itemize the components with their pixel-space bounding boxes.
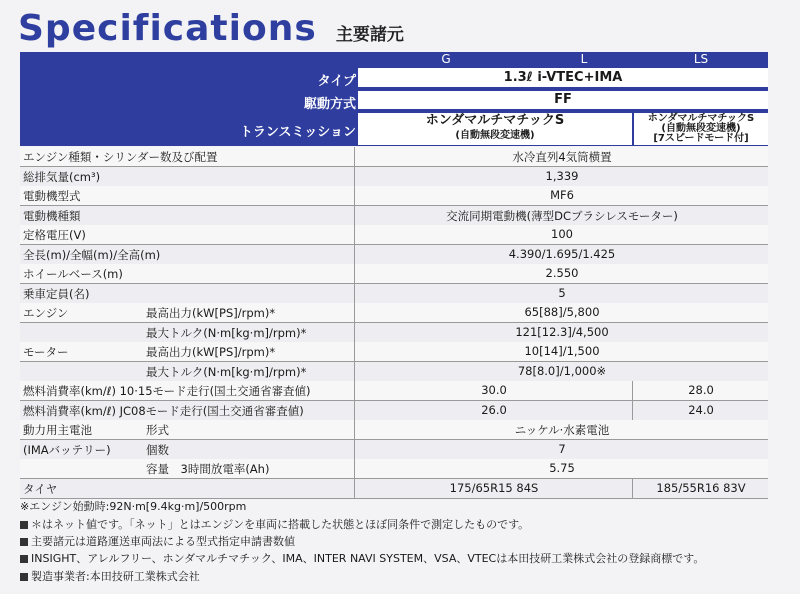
table-row (20, 225, 768, 245)
column-divider (354, 245, 355, 264)
row-label: 全長(m)/全幅(m)/全高(m) (23, 247, 161, 262)
trans-b-line2: (自動無段変速機) (661, 123, 741, 134)
row-sublabel: 最高出力(kW[PS]/rpm)* (146, 345, 276, 359)
table-row (20, 381, 768, 401)
column-divider (354, 362, 355, 381)
row-label: 電動機型式 (23, 189, 81, 203)
table-row (20, 362, 768, 382)
drive-label: 駆動方式 (303, 97, 356, 112)
column-divider (354, 186, 355, 205)
column-divider (354, 420, 355, 439)
trans-label: トランスミッション (239, 125, 356, 140)
title-english: Specifications (18, 8, 317, 49)
row-value: 121[12.3]/4,500 (515, 324, 609, 339)
row-value-ls: 185/55R16 83V (656, 480, 746, 495)
type-row (20, 67, 768, 88)
page-title (18, 8, 404, 52)
footnote-text: 製造事業者:本田技研工業株式会社 (31, 570, 200, 583)
footnote-text: 主要諸元は道路運送車両法による型式指定申請書数値 (31, 535, 295, 548)
row-label: 燃料消費率(km/ℓ) JC08モード走行(国土交通省審査値) (23, 403, 304, 418)
table-row (20, 264, 768, 284)
grade-ls: LS (693, 52, 709, 66)
table-row (20, 147, 768, 167)
trans-a-line1: ホンダマルチマチックS (425, 113, 565, 128)
row-label: エンジン種類・シリンダー数及び配置 (23, 150, 218, 164)
table-row (20, 401, 768, 421)
row-value: 2.550 (545, 266, 579, 280)
column-divider (354, 147, 355, 166)
column-divider (354, 479, 355, 498)
table-row (20, 459, 768, 479)
row-value-ls: 28.0 (688, 383, 714, 397)
table-row (20, 186, 768, 206)
row-sublabel: 個数 (146, 442, 169, 457)
trans-b-line1: ホンダマルチマチックS (647, 113, 755, 124)
column-divider (354, 401, 355, 420)
footnote (20, 498, 246, 514)
row-label: 燃料消費率(km/ℓ) 10·15モード走行(国土交通省審査値) (23, 384, 311, 398)
table-row (20, 303, 768, 323)
bullet-icon (20, 573, 28, 581)
row-label: モーター (23, 345, 69, 359)
row-value: 7 (558, 441, 566, 456)
column-divider (354, 342, 355, 361)
table-row (20, 420, 768, 440)
table-row (20, 440, 768, 460)
row-sublabel: 最大トルク(N·m[kg·m]/rpm)* (146, 325, 307, 340)
row-value: 5.75 (549, 461, 575, 475)
table-row (20, 206, 768, 226)
row-label: (IMAバッテリー) (23, 442, 111, 457)
grade-g: G (441, 52, 451, 66)
column-divider (354, 167, 355, 186)
row-value-ls: 24.0 (688, 402, 714, 417)
trans-value-a (358, 113, 632, 145)
column-divider (632, 401, 633, 420)
title-japanese: 主要諸元 (335, 25, 404, 45)
row-sublabel: 最大トルク(N·m[kg·m]/rpm)* (146, 364, 307, 379)
column-divider (632, 381, 633, 400)
type-value: 1.3ℓ i-VTEC+IMA (358, 68, 768, 87)
row-value: 交流同期電動機(薄型DCブラシレスモーター) (446, 208, 678, 223)
row-label: 定格電圧(V) (23, 228, 86, 242)
row-value: 5 (558, 285, 566, 300)
table-row (20, 323, 768, 343)
bullet-icon (20, 538, 28, 546)
footnote-text: ＊はネット値です。「ネット」とはエンジンを車両に搭載した状態とほぼ同条件で測定したものです。 (31, 518, 530, 531)
row-value: 4.390/1.695/1.425 (508, 246, 616, 261)
trans-row (20, 112, 768, 146)
grade-l: L (580, 52, 588, 66)
column-divider (354, 381, 355, 400)
type-label: タイプ (317, 74, 356, 89)
table-row (20, 284, 768, 304)
row-value-gl: 30.0 (481, 383, 507, 397)
row-value: 1,339 (545, 168, 579, 183)
column-divider (354, 459, 355, 478)
table-row (20, 479, 768, 499)
row-label: 乗車定員(名) (23, 286, 90, 301)
spec-header (20, 52, 768, 146)
row-value-gl: 175/65R15 84S (449, 480, 539, 495)
table-row (20, 245, 768, 265)
column-divider (354, 284, 355, 303)
row-label: 動力用主電池 (23, 423, 92, 437)
footnote-text: INSIGHT、アレルフリー、ホンダマルチマチック、IMA、INTER NAVI SYSTEM、VSA、VTECは本田技研工業株式会社の登録商標です。 (31, 552, 705, 565)
column-divider (354, 323, 355, 342)
row-value: 10[14]/1,500 (524, 344, 600, 358)
footnote (20, 533, 295, 549)
bullet-icon (20, 555, 28, 563)
row-label: タイヤ (23, 481, 58, 496)
footnote (20, 550, 704, 566)
column-divider (354, 264, 355, 283)
footnote (20, 516, 529, 532)
row-sublabel: 形式 (146, 423, 169, 437)
table-row (20, 167, 768, 187)
trans-b-line3: [7スピードモード付] (653, 133, 749, 144)
trans-value-b (634, 113, 768, 145)
footnote (20, 568, 200, 584)
row-value-gl: 26.0 (481, 402, 507, 417)
row-value: ニッケル·水素電池 (514, 423, 610, 437)
table-row (20, 342, 768, 362)
footnote-text: ※エンジン始動時:92N·m[9.4kg·m]/500rpm (20, 500, 247, 513)
row-sublabel: 最高出力(kW[PS]/rpm)* (146, 306, 276, 320)
row-label: ホイールベース(m) (23, 267, 123, 281)
row-value: MF6 (550, 188, 574, 202)
row-value: 78[8.0]/1,000※ (517, 363, 607, 378)
column-divider (354, 225, 355, 244)
row-label: エンジン (23, 306, 69, 320)
row-value: 65[88]/5,800 (524, 305, 600, 319)
column-divider (354, 206, 355, 225)
column-divider (354, 440, 355, 459)
trans-a-line2: (自動無段変速機) (455, 130, 535, 141)
drive-value: FF (358, 91, 768, 109)
column-divider (632, 479, 633, 498)
row-value: 100 (551, 227, 573, 241)
row-value: 水冷直列4気筒横置 (512, 150, 612, 164)
row-label: 総排気量(cm³) (23, 169, 101, 184)
drive-row (20, 90, 768, 110)
column-divider (354, 303, 355, 322)
row-sublabel: 容量 3時間放電率(Ah) (146, 462, 270, 476)
bullet-icon (20, 521, 28, 529)
row-label: 電動機種類 (23, 208, 81, 223)
